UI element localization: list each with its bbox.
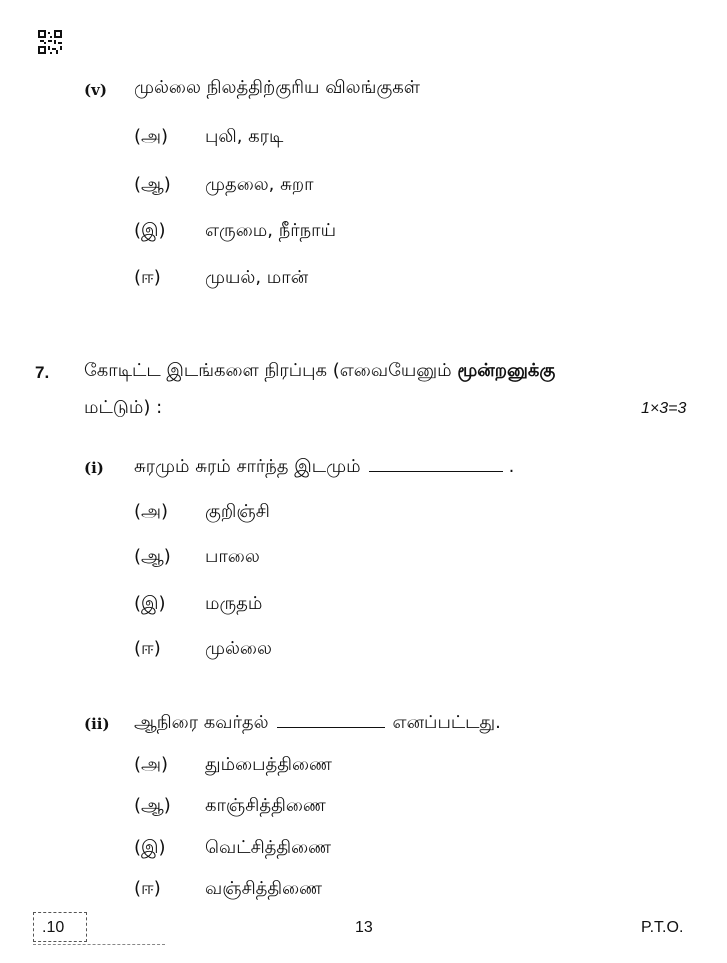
sub-question-label: (ii) [84, 715, 110, 733]
option-text: மருதம் [205, 593, 263, 614]
option-text: வெட்சித்திணை [205, 837, 332, 858]
option-text: புலி, கரடி [205, 126, 284, 147]
sub-question-text-after: எனப்பட்டது. [392, 712, 501, 733]
sub-question-label: (v) [84, 81, 107, 99]
option-label: (இ) [134, 593, 166, 614]
option-text: முயல், மான் [205, 267, 309, 288]
sub-question-text-before: சுரமும் சுரம் சார்ந்த இடமும் [134, 456, 361, 477]
question-number: 7. [35, 363, 50, 382]
question-text-line2: மட்டும்) : [84, 397, 163, 418]
sub-question-text-before: ஆநிரை கவர்தல் [134, 712, 269, 733]
option-label: (இ) [134, 837, 166, 858]
option-text: எருமை, நீர்நாய் [205, 220, 337, 241]
option-text: தும்பைத்திணை [205, 754, 332, 775]
page-number: 13 [355, 919, 373, 936]
sub-question-text-after: . [508, 456, 515, 477]
option-label: (அ) [134, 126, 169, 147]
fill-blank [369, 455, 503, 472]
option-label: (அ) [134, 754, 169, 775]
option-text: குறிஞ்சி [205, 501, 270, 522]
qr-code-icon [38, 30, 62, 54]
option-text: முதலை, சுறா [205, 174, 314, 195]
option-label: (அ) [134, 501, 169, 522]
option-label: (ஆ) [134, 546, 171, 567]
marks-allocation: 1×3=3 [641, 400, 687, 417]
option-label: (ஆ) [134, 795, 171, 816]
pto-label: P.T.O. [641, 919, 684, 936]
option-label: (ஈ) [134, 878, 161, 899]
sub-question-text [134, 455, 514, 479]
option-text: காஞ்சித்திணை [205, 795, 326, 816]
option-text: முல்லை [205, 638, 272, 659]
question-text-emphasis: மூன்றனுக்கு [457, 360, 556, 381]
question-text [84, 360, 555, 383]
footer-divider [33, 944, 165, 945]
option-label: (ஆ) [134, 174, 171, 195]
question-text-main: கோடிட்ட இடங்களை நிரப்புக (எவையேனும் [84, 360, 458, 381]
option-text: வஞ்சித்திணை [205, 878, 323, 899]
sub-question-text: முல்லை நிலத்திற்குரிய விலங்குகள் [134, 77, 421, 98]
option-label: (ஈ) [134, 267, 161, 288]
fill-blank [277, 711, 385, 728]
option-label: (ஈ) [134, 638, 161, 659]
option-text: பாலை [205, 546, 260, 567]
sub-question-text [134, 711, 501, 735]
paper-code-box [33, 912, 87, 942]
paper-code: .10 [42, 919, 65, 936]
option-label: (இ) [134, 220, 166, 241]
sub-question-label: (i) [84, 459, 104, 477]
